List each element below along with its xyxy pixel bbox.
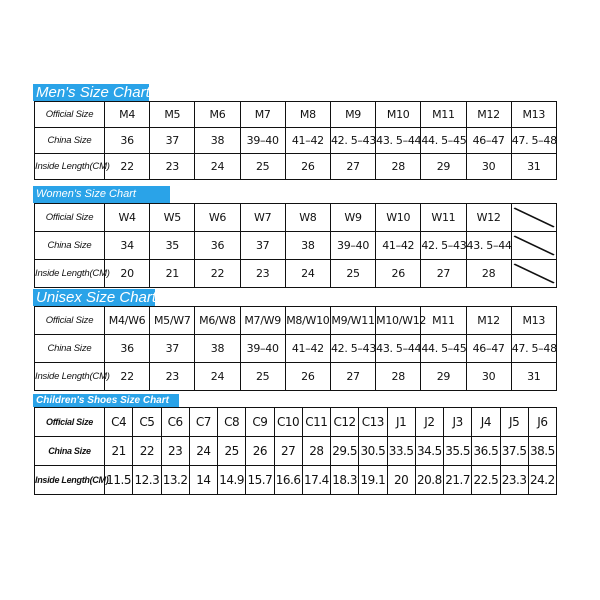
size-cell: 44. 5–45 bbox=[421, 335, 466, 363]
size-cell: 42. 5–43 bbox=[330, 335, 375, 363]
size-cell: 28 bbox=[466, 260, 511, 288]
inside-length-row bbox=[35, 154, 557, 180]
size-cell: C13 bbox=[359, 408, 387, 437]
unisex-chart-title: Unisex Size Chart bbox=[33, 289, 155, 306]
size-cell: M11 bbox=[421, 307, 466, 335]
size-cell: M7/W9 bbox=[240, 307, 285, 335]
size-cell: 34 bbox=[105, 232, 150, 260]
size-cell: C10 bbox=[274, 408, 302, 437]
size-cell: 22 bbox=[105, 154, 150, 180]
size-cell: 22 bbox=[105, 363, 150, 391]
size-cell: 18.3 bbox=[331, 466, 359, 495]
size-cell: 39–40 bbox=[240, 128, 285, 154]
size-cell: W9 bbox=[330, 204, 375, 232]
size-cell: M9/W11 bbox=[330, 307, 375, 335]
size-cell: 24 bbox=[195, 154, 240, 180]
size-cell: 38 bbox=[285, 232, 330, 260]
size-cell: M5 bbox=[150, 102, 195, 128]
size-cell: 41–42 bbox=[285, 128, 330, 154]
size-cell: 39–40 bbox=[240, 335, 285, 363]
size-cell: 30 bbox=[466, 363, 511, 391]
size-cell: 23 bbox=[150, 363, 195, 391]
size-cell: 25 bbox=[240, 363, 285, 391]
size-cell: M4 bbox=[105, 102, 150, 128]
size-cell: M6/W8 bbox=[195, 307, 240, 335]
inside-length-row bbox=[35, 363, 557, 391]
size-cell: J3 bbox=[444, 408, 472, 437]
size-cell: J4 bbox=[472, 408, 500, 437]
size-cell: 38 bbox=[195, 128, 240, 154]
size-cell: 43. 5–44 bbox=[376, 335, 421, 363]
row-label: Official Size bbox=[35, 204, 105, 232]
size-cell: M9 bbox=[330, 102, 375, 128]
size-cell: 28 bbox=[302, 437, 330, 466]
row-label: China Size bbox=[35, 335, 105, 363]
row-label: China Size bbox=[35, 232, 105, 260]
size-cell: 15.7 bbox=[246, 466, 274, 495]
row-label: Official Size bbox=[35, 102, 105, 128]
size-cell: 12.3 bbox=[133, 466, 161, 495]
size-cell: C9 bbox=[246, 408, 274, 437]
size-cell: 26 bbox=[376, 260, 421, 288]
empty-slash-cell bbox=[511, 204, 556, 232]
official-size-row bbox=[35, 307, 557, 335]
size-cell: 43. 5–44 bbox=[466, 232, 511, 260]
size-cell: 30 bbox=[466, 154, 511, 180]
size-cell: 35 bbox=[150, 232, 195, 260]
size-cell: 23 bbox=[150, 154, 195, 180]
size-cell: W8 bbox=[285, 204, 330, 232]
size-cell: 21.7 bbox=[444, 466, 472, 495]
childrens-size-table bbox=[34, 407, 557, 495]
size-cell: 34.5 bbox=[415, 437, 443, 466]
size-cell: 25 bbox=[218, 437, 246, 466]
womens-chart-title: Women's Size Chart bbox=[33, 186, 170, 203]
size-cell: 33.5 bbox=[387, 437, 415, 466]
size-cell: 26 bbox=[246, 437, 274, 466]
size-cell: 46–47 bbox=[466, 335, 511, 363]
size-cell: 19.1 bbox=[359, 466, 387, 495]
size-cell: 13.2 bbox=[161, 466, 189, 495]
size-cell: J6 bbox=[528, 408, 556, 437]
empty-slash-cell bbox=[511, 232, 556, 260]
size-cell: 42. 5–43 bbox=[330, 128, 375, 154]
inside-length-row bbox=[35, 260, 557, 288]
size-cell: J1 bbox=[387, 408, 415, 437]
size-cell: 24 bbox=[189, 437, 217, 466]
childrens-chart-title: Children's Shoes Size Chart bbox=[33, 394, 179, 407]
size-cell: W12 bbox=[466, 204, 511, 232]
size-cell: C8 bbox=[218, 408, 246, 437]
size-cell: 41–42 bbox=[376, 232, 421, 260]
size-cell: C5 bbox=[133, 408, 161, 437]
unisex-size-table bbox=[34, 306, 557, 391]
size-cell: 14 bbox=[189, 466, 217, 495]
row-label: China Size bbox=[35, 128, 105, 154]
size-cell: C6 bbox=[161, 408, 189, 437]
size-cell: 36 bbox=[105, 128, 150, 154]
china-size-row bbox=[35, 232, 557, 260]
size-cell: M12 bbox=[466, 102, 511, 128]
size-cell: 27 bbox=[421, 260, 466, 288]
size-cell: M6 bbox=[195, 102, 240, 128]
row-label: Inside Length(CM) bbox=[35, 154, 105, 180]
size-cell: 36.5 bbox=[472, 437, 500, 466]
size-cell: 43. 5–44 bbox=[376, 128, 421, 154]
size-cell: 22 bbox=[195, 260, 240, 288]
size-cell: 11.5 bbox=[105, 466, 133, 495]
size-cell: M7 bbox=[240, 102, 285, 128]
size-cell: 28 bbox=[376, 363, 421, 391]
size-cell: 38.5 bbox=[528, 437, 556, 466]
size-cell: M4/W6 bbox=[105, 307, 150, 335]
official-size-row bbox=[35, 408, 557, 437]
size-cell: 23.3 bbox=[500, 466, 528, 495]
row-label: Inside Length(CM) bbox=[35, 363, 105, 391]
size-cell: 21 bbox=[150, 260, 195, 288]
size-cell: 27 bbox=[274, 437, 302, 466]
mens-size-table bbox=[34, 101, 557, 180]
size-cell: 35.5 bbox=[444, 437, 472, 466]
size-cell: 14.9 bbox=[218, 466, 246, 495]
size-cell: 26 bbox=[285, 154, 330, 180]
size-cell: 28 bbox=[376, 154, 421, 180]
size-cell: 24 bbox=[285, 260, 330, 288]
size-cell: 37 bbox=[150, 128, 195, 154]
size-cell: 37.5 bbox=[500, 437, 528, 466]
row-label: Inside Length(CM) bbox=[35, 260, 105, 288]
size-cell: C11 bbox=[302, 408, 330, 437]
size-cell: J5 bbox=[500, 408, 528, 437]
size-cell: W5 bbox=[150, 204, 195, 232]
size-cell: M12 bbox=[466, 307, 511, 335]
size-cell: 21 bbox=[105, 437, 133, 466]
china-size-row bbox=[35, 335, 557, 363]
size-cell: 24 bbox=[195, 363, 240, 391]
size-cell: M10 bbox=[376, 102, 421, 128]
size-cell: W10 bbox=[376, 204, 421, 232]
empty-slash-cell bbox=[511, 260, 556, 288]
size-cell: C4 bbox=[105, 408, 133, 437]
size-cell: 24.2 bbox=[528, 466, 556, 495]
size-cell: 29 bbox=[421, 363, 466, 391]
size-cell: M8 bbox=[285, 102, 330, 128]
size-cell: 47. 5–48 bbox=[511, 335, 556, 363]
size-cell: 27 bbox=[330, 363, 375, 391]
size-cell: M13 bbox=[511, 307, 556, 335]
size-cell: W6 bbox=[195, 204, 240, 232]
size-cell: 23 bbox=[161, 437, 189, 466]
size-cell: 26 bbox=[285, 363, 330, 391]
size-cell: 17.4 bbox=[302, 466, 330, 495]
official-size-row bbox=[35, 204, 557, 232]
size-cell: 36 bbox=[105, 335, 150, 363]
size-cell: 31 bbox=[511, 363, 556, 391]
size-cell: 20 bbox=[105, 260, 150, 288]
size-cell: M8/W10 bbox=[285, 307, 330, 335]
size-cell: 23 bbox=[240, 260, 285, 288]
row-label: Official Size bbox=[35, 408, 105, 437]
size-cell: 22 bbox=[133, 437, 161, 466]
row-label: Inside Length(CM) bbox=[35, 466, 105, 495]
size-cell: 20.8 bbox=[415, 466, 443, 495]
size-cell: 41–42 bbox=[285, 335, 330, 363]
size-cell: 44. 5–45 bbox=[421, 128, 466, 154]
size-cell: 27 bbox=[330, 154, 375, 180]
china-size-row bbox=[35, 128, 557, 154]
size-cell: 38 bbox=[195, 335, 240, 363]
womens-size-table bbox=[34, 203, 557, 288]
size-cell: 16.6 bbox=[274, 466, 302, 495]
inside-length-row bbox=[35, 466, 557, 495]
size-cell: 31 bbox=[511, 154, 556, 180]
size-cell: C12 bbox=[331, 408, 359, 437]
size-cell: 37 bbox=[150, 335, 195, 363]
china-size-row bbox=[35, 437, 557, 466]
size-cell: M10/W12 bbox=[376, 307, 421, 335]
size-cell: 25 bbox=[240, 154, 285, 180]
size-cell: 30.5 bbox=[359, 437, 387, 466]
size-cell: 46–47 bbox=[466, 128, 511, 154]
size-cell: W4 bbox=[105, 204, 150, 232]
size-cell: W7 bbox=[240, 204, 285, 232]
size-cell: 42. 5–43 bbox=[421, 232, 466, 260]
size-cell: J2 bbox=[415, 408, 443, 437]
size-cell: 36 bbox=[195, 232, 240, 260]
official-size-row bbox=[35, 102, 557, 128]
size-cell: W11 bbox=[421, 204, 466, 232]
size-cell: 22.5 bbox=[472, 466, 500, 495]
size-cell: 47. 5–48 bbox=[511, 128, 556, 154]
size-cell: 29 bbox=[421, 154, 466, 180]
row-label: Official Size bbox=[35, 307, 105, 335]
size-cell: M11 bbox=[421, 102, 466, 128]
size-cell: 20 bbox=[387, 466, 415, 495]
size-cell: M13 bbox=[511, 102, 556, 128]
size-cell: 25 bbox=[330, 260, 375, 288]
size-cell: 29.5 bbox=[331, 437, 359, 466]
size-cell: C7 bbox=[189, 408, 217, 437]
row-label: China Size bbox=[35, 437, 105, 466]
size-cell: M5/W7 bbox=[150, 307, 195, 335]
size-cell: 39–40 bbox=[330, 232, 375, 260]
size-cell: 37 bbox=[240, 232, 285, 260]
mens-chart-title: Men's Size Chart bbox=[33, 84, 149, 101]
